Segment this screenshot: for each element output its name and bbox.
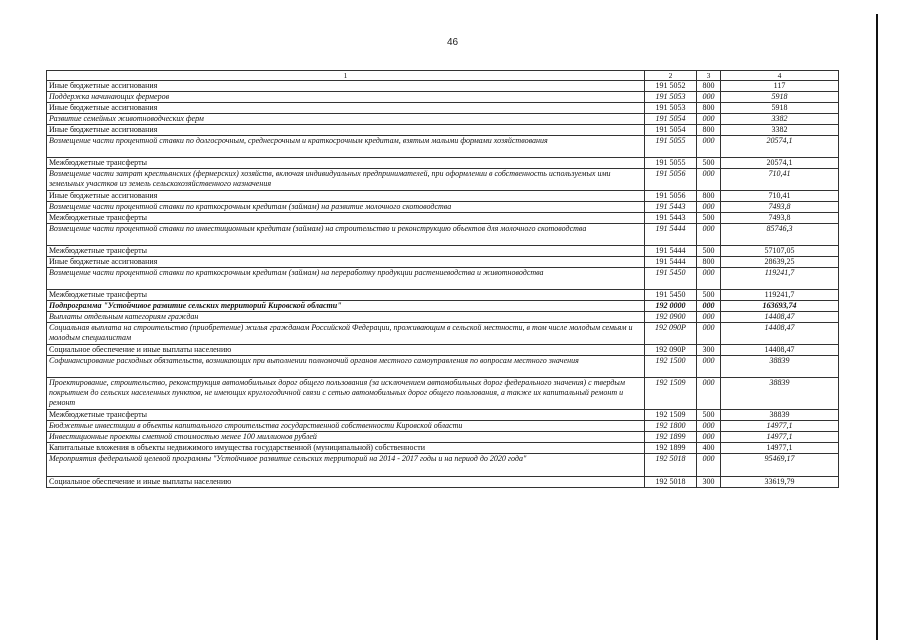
row-sum-cell: 14408,47: [721, 323, 839, 345]
header-col-3: 3: [697, 71, 721, 81]
table-row: [47, 103, 839, 114]
row-type-cell: 000: [697, 114, 721, 125]
row-name-cell: Возмещение части процентной ставки по краткосрочным кредитам (займам) на развитие молочного скотоводства: [47, 202, 645, 213]
table-row: [47, 257, 839, 268]
header-col-2: 2: [645, 71, 697, 81]
row-sum-cell: 163693,74: [721, 301, 839, 312]
row-name-cell: Иные бюджетные ассигнования: [47, 81, 645, 92]
table-row: [47, 301, 839, 312]
row-type-cell: 800: [697, 81, 721, 92]
row-code-cell: 191 5450: [645, 290, 697, 301]
row-name-cell: Возмещение части процентной ставки по инвестиционным кредитам (займам) на строительство и реконструкцию объектов для молочного скотоводства: [47, 224, 645, 246]
row-name-cell: Возмещение части процентной ставки по долгосрочным, среднесрочным и краткосрочным кредитам, взятым малыми формами хозяйствования: [47, 136, 645, 158]
table-row: [47, 312, 839, 323]
table-row: [47, 378, 839, 410]
table-row: [47, 290, 839, 301]
table-row: [47, 246, 839, 257]
row-sum-cell: 85746,3: [721, 224, 839, 246]
row-code-cell: 192 0000: [645, 301, 697, 312]
row-type-cell: 800: [697, 125, 721, 136]
row-sum-cell: 57107,05: [721, 246, 839, 257]
row-type-cell: 500: [697, 158, 721, 169]
row-code-cell: 192 5018: [645, 454, 697, 477]
row-type-cell: 000: [697, 356, 721, 378]
row-name-cell: Межбюджетные трансферты: [47, 158, 645, 169]
row-type-cell: 300: [697, 477, 721, 488]
row-sum-cell: 14977,1: [721, 421, 839, 432]
row-type-cell: 500: [697, 290, 721, 301]
row-code-cell: 191 5053: [645, 92, 697, 103]
row-name-cell: Развитие семейных животноводческих ферм: [47, 114, 645, 125]
row-name-cell: Межбюджетные трансферты: [47, 213, 645, 224]
row-type-cell: 800: [697, 103, 721, 114]
row-name-cell: Межбюджетные трансферты: [47, 246, 645, 257]
row-type-cell: 300: [697, 345, 721, 356]
row-type-cell: 500: [697, 410, 721, 421]
table-row: [47, 345, 839, 356]
row-name-cell: Межбюджетные трансферты: [47, 290, 645, 301]
row-sum-cell: 119241,7: [721, 290, 839, 301]
row-code-cell: 191 5055: [645, 158, 697, 169]
table-row: [47, 92, 839, 103]
row-name-cell: Иные бюджетные ассигнования: [47, 103, 645, 114]
row-type-cell: 000: [697, 92, 721, 103]
table-header-row: [47, 71, 839, 81]
row-name-cell: Возмещение части процентной ставки по краткосрочным кредитам (займам) на переработку продукции растениеводства и животноводства: [47, 268, 645, 290]
row-sum-cell: 28639,25: [721, 257, 839, 268]
row-name-cell: Поддержка начинающих фермеров: [47, 92, 645, 103]
row-name-cell: Выплаты отдельным категориям граждан: [47, 312, 645, 323]
row-code-cell: 191 5055: [645, 136, 697, 158]
row-type-cell: 000: [697, 224, 721, 246]
row-sum-cell: 5918: [721, 92, 839, 103]
row-type-cell: 500: [697, 213, 721, 224]
page-number: 46: [446, 37, 459, 48]
row-sum-cell: 7493,8: [721, 202, 839, 213]
row-name-cell: Софинансирование расходных обязательств, возникающих при выполнении полномочий органов местного самоуправления по вопросам местного значения: [47, 356, 645, 378]
row-sum-cell: 14977,1: [721, 443, 839, 454]
row-code-cell: 191 5056: [645, 169, 697, 191]
table-row: [47, 421, 839, 432]
row-type-cell: 000: [697, 268, 721, 290]
table-row: [47, 432, 839, 443]
row-type-cell: 000: [697, 432, 721, 443]
row-code-cell: 191 5444: [645, 246, 697, 257]
table-row: [47, 224, 839, 246]
row-code-cell: 191 5443: [645, 202, 697, 213]
row-type-cell: 000: [697, 323, 721, 345]
row-type-cell: 000: [697, 454, 721, 477]
row-code-cell: 191 5444: [645, 224, 697, 246]
budget-table: [46, 70, 839, 488]
row-code-cell: 192 1800: [645, 421, 697, 432]
row-code-cell: 191 5450: [645, 268, 697, 290]
row-type-cell: 000: [697, 169, 721, 191]
row-name-cell: Иные бюджетные ассигнования: [47, 257, 645, 268]
row-type-cell: 000: [697, 136, 721, 158]
table-row: [47, 125, 839, 136]
row-sum-cell: 38839: [721, 410, 839, 421]
row-name-cell: Иные бюджетные ассигнования: [47, 125, 645, 136]
row-type-cell: 000: [697, 421, 721, 432]
row-sum-cell: 5918: [721, 103, 839, 114]
row-name-cell: Проектирование, строительство, реконструкция автомобильных дорог общего пользования (за исключением автомобильных дорог федерального значения) с твердым покрытием до сельских населенных пунктов, не имеющих круглогодичной связи с сетью автомобильных дорог общего пользования, а также их капитальный ремонт и ремонт: [47, 378, 645, 410]
row-sum-cell: 117: [721, 81, 839, 92]
row-type-cell: 000: [697, 378, 721, 410]
row-name-cell: Бюджетные инвестиции в объекты капитального строительства государственной собственности Кировской области: [47, 421, 645, 432]
row-type-cell: 400: [697, 443, 721, 454]
row-name-cell: Социальная выплата на строительство (приобретение) жилья гражданам Российской Федерации, проживающим в сельской местности, в том числе молодым семьям и молодым специалистам: [47, 323, 645, 345]
row-sum-cell: 14408,47: [721, 345, 839, 356]
row-code-cell: 192 0900: [645, 312, 697, 323]
row-sum-cell: 710,41: [721, 169, 839, 191]
header-col-4: 4: [721, 71, 839, 81]
table-row: [47, 213, 839, 224]
row-code-cell: 191 5052: [645, 81, 697, 92]
row-type-cell: 500: [697, 246, 721, 257]
row-name-cell: Иные бюджетные ассигнования: [47, 191, 645, 202]
row-name-cell: Капитальные вложения в объекты недвижимого имущества государственной (муниципальной) собственности: [47, 443, 645, 454]
table-row: [47, 477, 839, 488]
row-sum-cell: 14977,1: [721, 432, 839, 443]
table-row: [47, 323, 839, 345]
budget-table-container: [46, 70, 838, 488]
row-code-cell: 192 090Р: [645, 323, 697, 345]
row-code-cell: 192 1509: [645, 378, 697, 410]
table-row: [47, 268, 839, 290]
table-row: [47, 191, 839, 202]
row-sum-cell: 3382: [721, 114, 839, 125]
row-code-cell: 191 5054: [645, 125, 697, 136]
row-type-cell: 800: [697, 257, 721, 268]
row-code-cell: 191 5443: [645, 213, 697, 224]
row-code-cell: 192 1509: [645, 410, 697, 421]
table-row: [47, 410, 839, 421]
row-code-cell: 191 5056: [645, 191, 697, 202]
row-code-cell: 191 5053: [645, 103, 697, 114]
table-row: [47, 114, 839, 125]
row-type-cell: 800: [697, 191, 721, 202]
table-row: [47, 158, 839, 169]
scan-edge-line: [876, 14, 878, 640]
row-code-cell: 192 1899: [645, 432, 697, 443]
row-sum-cell: 33619,79: [721, 477, 839, 488]
row-sum-cell: 119241,7: [721, 268, 839, 290]
row-code-cell: 192 1500: [645, 356, 697, 378]
row-name-cell: Межбюджетные трансферты: [47, 410, 645, 421]
row-name-cell: Социальное обеспечение и иные выплаты населению: [47, 345, 645, 356]
table-row: [47, 356, 839, 378]
row-name-cell: Возмещение части затрат крестьянских (фермерских) хозяйств, включая индивидуальных предпринимателей, при оформлении в собственность используемых ими земельных участков из земель сельскохозяйственного назначения: [47, 169, 645, 191]
row-sum-cell: 95469,17: [721, 454, 839, 477]
row-code-cell: 192 090Р: [645, 345, 697, 356]
row-sum-cell: 710,41: [721, 191, 839, 202]
header-col-1: 1: [47, 71, 645, 81]
row-type-cell: 000: [697, 301, 721, 312]
row-name-cell: Подпрограмма "Устойчивое развитие сельских территорий Кировской области": [47, 301, 645, 312]
row-code-cell: 192 5018: [645, 477, 697, 488]
row-name-cell: Социальное обеспечение и иные выплаты населению: [47, 477, 645, 488]
row-sum-cell: 14408,47: [721, 312, 839, 323]
table-row: [47, 81, 839, 92]
table-row: [47, 136, 839, 158]
row-sum-cell: 38839: [721, 356, 839, 378]
row-type-cell: 000: [697, 202, 721, 213]
row-sum-cell: 3382: [721, 125, 839, 136]
row-code-cell: 191 5444: [645, 257, 697, 268]
row-sum-cell: 20574,1: [721, 158, 839, 169]
table-body: [47, 81, 839, 488]
row-code-cell: 191 5054: [645, 114, 697, 125]
row-type-cell: 000: [697, 312, 721, 323]
row-sum-cell: 7493,8: [721, 213, 839, 224]
table-row: [47, 202, 839, 213]
table-row: [47, 443, 839, 454]
table-row: [47, 454, 839, 477]
table-row: [47, 169, 839, 191]
row-sum-cell: 38839: [721, 378, 839, 410]
row-sum-cell: 20574,1: [721, 136, 839, 158]
row-code-cell: 192 1899: [645, 443, 697, 454]
row-name-cell: Мероприятия федеральной целевой программы "Устойчивое развитие сельских территорий на 2014 - 2017 годы и на период до 2020 года": [47, 454, 645, 477]
row-name-cell: Инвестиционные проекты сметной стоимостью менее 100 миллионов рублей: [47, 432, 645, 443]
